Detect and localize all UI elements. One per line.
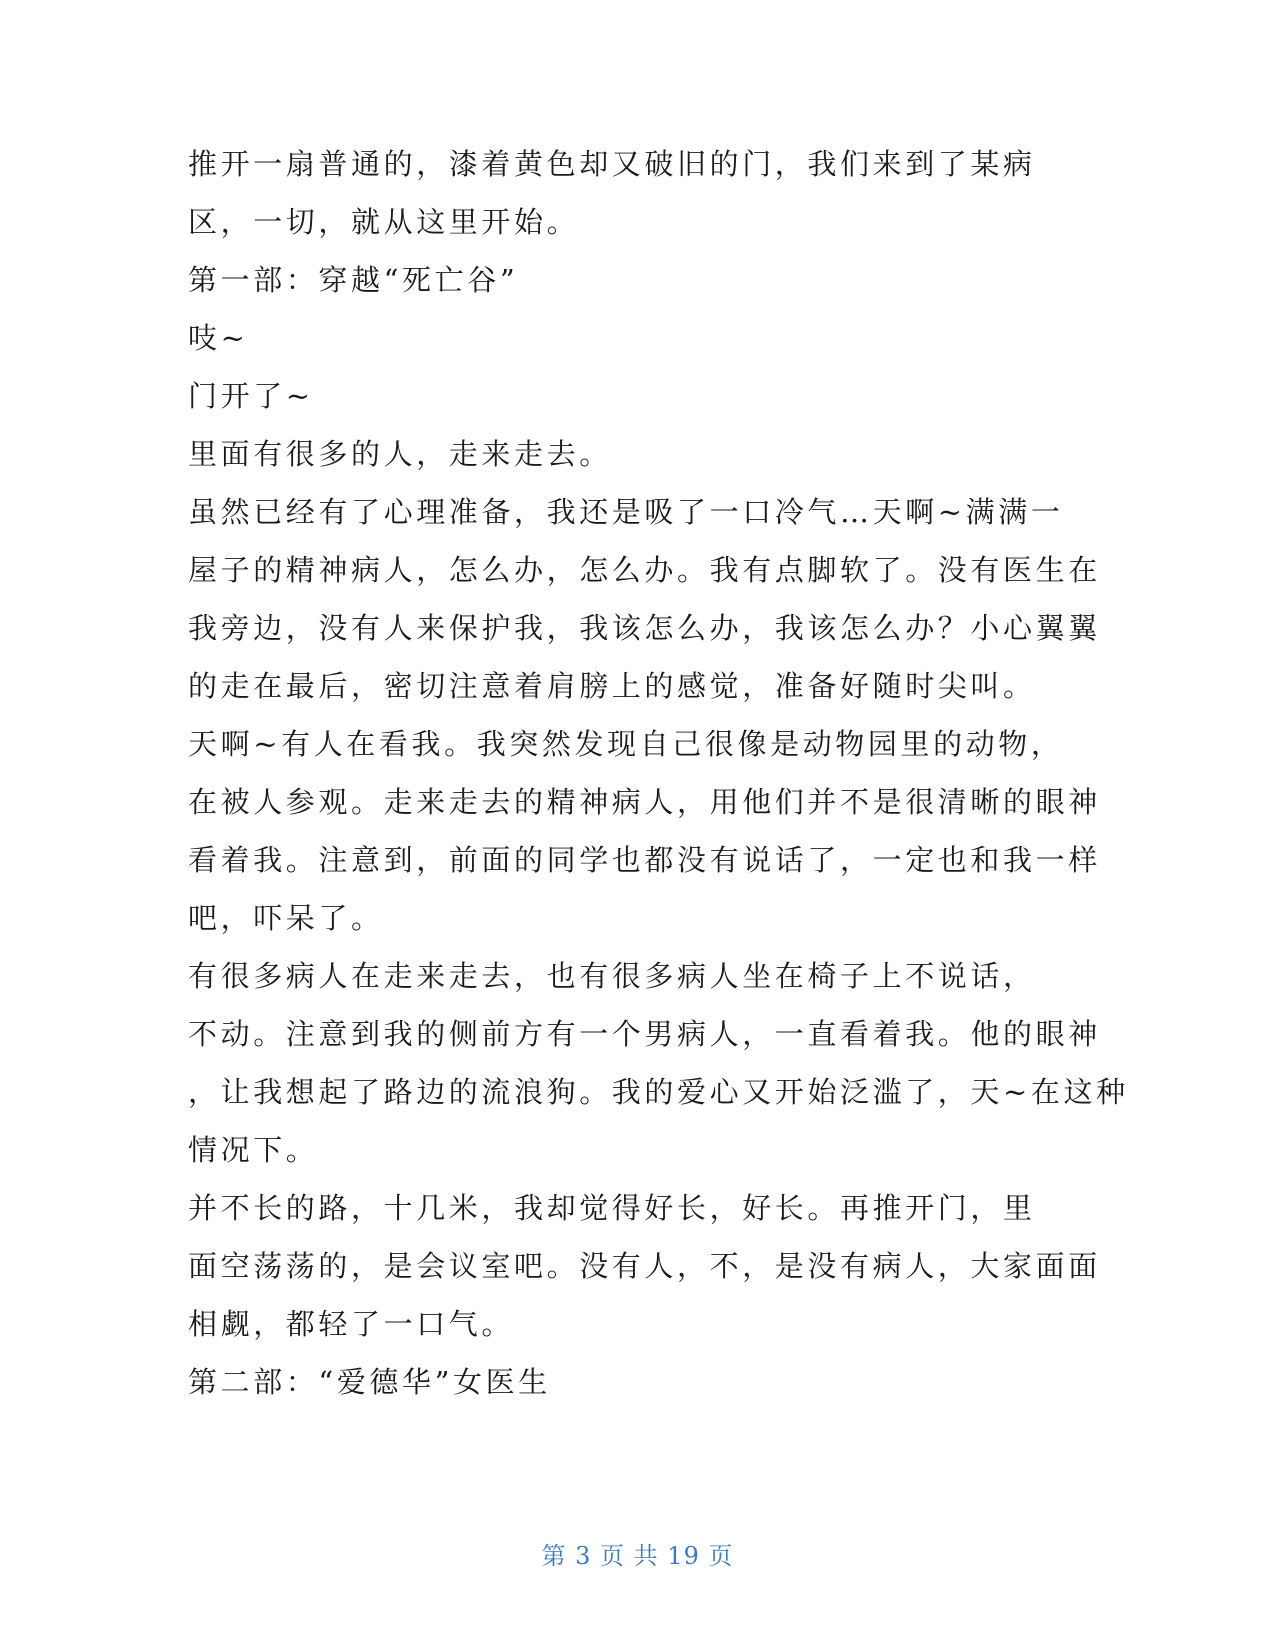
text-line: 面空荡荡的，是会议室吧。没有人，不，是没有病人，大家面面	[188, 1249, 1101, 1283]
text-line: 情况下。	[188, 1133, 319, 1167]
text-line: 有很多病人在走来走去，也有很多病人坐在椅子上不说话，	[188, 959, 1036, 993]
text-line: 屋子的精神病人，怎么办，怎么办。我有点脚软了。没有医生在	[188, 553, 1101, 587]
text-line: 不动。注意到我的侧前方有一个男病人，一直看着我。他的眼神	[188, 1017, 1101, 1051]
text-line: 的走在最后，密切注意着肩膀上的感觉，准备好随时尖叫。	[188, 669, 1036, 703]
text-line: 吧，吓呆了。	[188, 901, 384, 935]
text-line: 我旁边，没有人来保护我，我该怎么办，我该怎么办？小心翼翼	[188, 611, 1101, 645]
text-line: 相觑，都轻了一口气。	[188, 1307, 515, 1341]
text-line: 推开一扇普通的，漆着黄色却又破旧的门，我们来到了某病	[188, 147, 1036, 181]
text-line: 并不长的路，十几米，我却觉得好长，好长。再推开门，里	[188, 1191, 1036, 1225]
text-line: 看着我。注意到，前面的同学也都没有说话了，一定也和我一样	[188, 843, 1101, 877]
text-line: 门开了~	[188, 379, 314, 413]
text-line: 里面有很多的人，走来走去。	[188, 437, 612, 471]
page-number-footer: 第 3 页 共 19 页	[541, 1542, 734, 1570]
text-line: 虽然已经有了心理准备，我还是吸了一口冷气…天啊~满满一	[188, 495, 1064, 529]
text-line: 吱~	[188, 321, 249, 355]
section-heading: 第二部：“爱德华”女医生	[188, 1365, 551, 1399]
text-line: 在被人参观。走来走去的精神病人，用他们并不是很清晰的眼神	[188, 785, 1101, 819]
text-line: 天啊~有人在看我。我突然发现自己很像是动物园里的动物，	[188, 727, 1064, 761]
section-heading: 第一部：穿越“死亡谷”	[188, 263, 519, 297]
text-line: 区，一切，就从这里开始。	[188, 205, 580, 239]
text-line: ，让我想起了路边的流浪狗。我的爱心又开始泛滥了，天~在这种	[188, 1075, 1129, 1109]
